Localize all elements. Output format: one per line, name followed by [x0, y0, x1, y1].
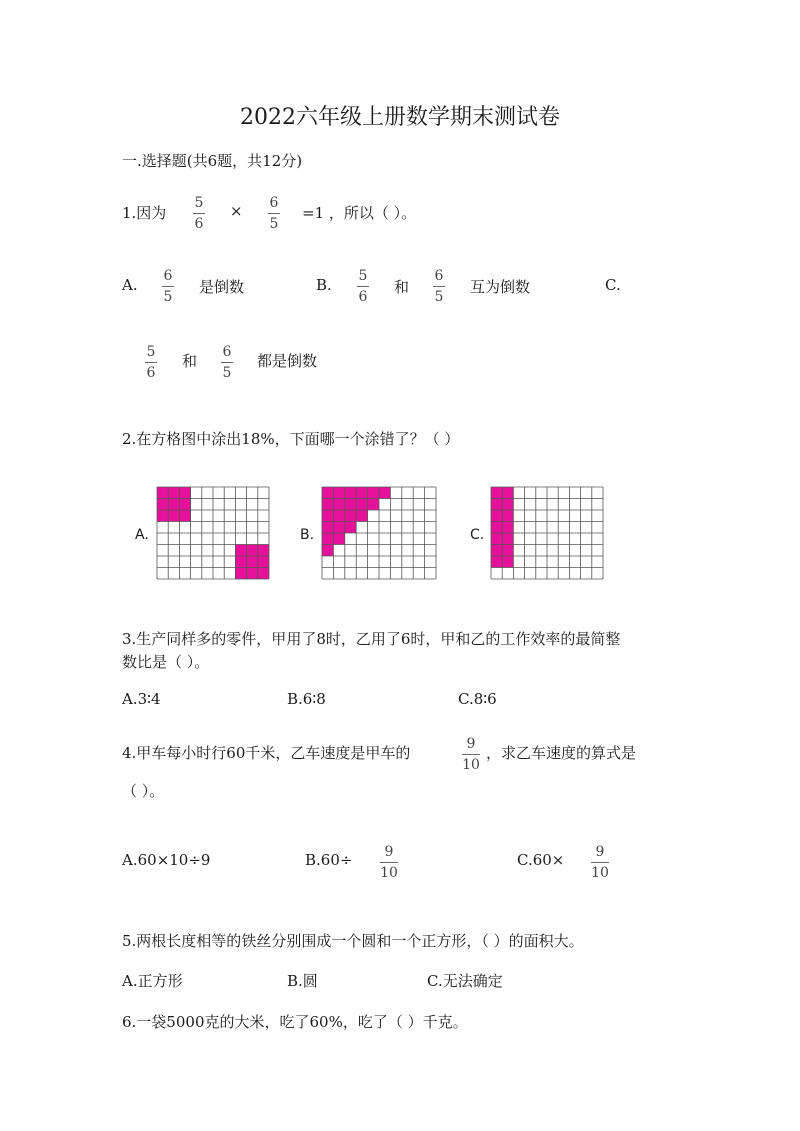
- shaded-cell: [491, 533, 502, 545]
- q4-line-2: （ ）。: [122, 782, 165, 800]
- shaded-cell: [247, 556, 258, 568]
- q3-option-c: C.8∶6: [458, 690, 497, 708]
- q1-option-c-fraction-1: 5 6: [146, 344, 156, 381]
- section-heading: 一.选择题(共6题，共12分): [122, 152, 303, 170]
- shaded-cell: [157, 510, 168, 522]
- q4-line-1b: ，求乙车速度的算式是: [486, 744, 637, 762]
- q1-option-b-and: 和: [394, 278, 410, 296]
- shaded-cell: [491, 545, 502, 557]
- shaded-cell: [491, 510, 502, 522]
- shaded-cell: [502, 487, 513, 499]
- shaded-cell: [333, 487, 344, 499]
- shaded-cell: [502, 556, 513, 568]
- shaded-cell: [258, 568, 269, 580]
- shaded-cell: [491, 499, 502, 511]
- q5-text: 5.两根长度相等的铁丝分别围成一个圆和一个正方形，（ ）的面积大。: [122, 932, 584, 950]
- shaded-cell: [235, 568, 246, 580]
- q3-line-1: 3.生产同样多的零件，甲用了8时，乙用了6时，甲和乙的工作效率的最简整: [122, 630, 621, 648]
- q3-line-2: 数比是（ ）。: [122, 653, 210, 671]
- shaded-cell: [168, 487, 179, 499]
- q2-option-b-label: B.: [300, 527, 315, 543]
- q1-option-c-fraction-2: 6 5: [222, 344, 232, 381]
- q2-grid-b: [321, 486, 437, 580]
- q5-option-c: C.无法确定: [427, 972, 503, 990]
- shaded-cell: [322, 545, 333, 557]
- shaded-cell: [322, 487, 333, 499]
- q1-option-c-label: C.: [605, 276, 621, 294]
- q1-option-a-label: A.: [122, 276, 138, 294]
- shaded-cell: [179, 499, 190, 511]
- shaded-cell: [368, 499, 379, 511]
- shaded-cell: [345, 487, 356, 499]
- shaded-cell: [235, 556, 246, 568]
- q1-prefix: 1.因为: [122, 204, 167, 222]
- shaded-cell: [322, 499, 333, 511]
- q1-option-b-text: 互为倒数: [470, 278, 531, 296]
- shaded-cell: [345, 499, 356, 511]
- shaded-cell: [502, 510, 513, 522]
- q2-grid-a: [156, 486, 270, 580]
- q6-text: 6.一袋5000克的大米，吃了60%，吃了（ ）千克。: [122, 1013, 468, 1031]
- shaded-cell: [333, 522, 344, 534]
- shaded-cell: [333, 533, 344, 545]
- q2-text: 2.在方格图中涂出18%，下面哪一个涂错了？（ ）: [122, 430, 460, 448]
- shaded-cell: [333, 499, 344, 511]
- shaded-cell: [179, 487, 190, 499]
- q1-option-b-fraction-1: 5 6: [358, 268, 368, 305]
- shaded-cell: [258, 545, 269, 557]
- q1-option-c-and: 和: [182, 352, 198, 370]
- q1-fraction-2: 6 5: [269, 195, 279, 232]
- shaded-cell: [356, 510, 367, 522]
- q2-grid-c: [490, 486, 604, 580]
- shaded-cell: [356, 499, 367, 511]
- shaded-cell: [322, 510, 333, 522]
- shaded-cell: [333, 510, 344, 522]
- shaded-cell: [345, 522, 356, 534]
- shaded-cell: [168, 499, 179, 511]
- shaded-cell: [247, 545, 258, 557]
- shaded-cell: [235, 545, 246, 557]
- shaded-cell: [379, 487, 390, 499]
- q1-option-b-label: B.: [316, 276, 332, 294]
- q1-option-c-text: 都是倒数: [257, 352, 318, 370]
- shaded-cell: [502, 533, 513, 545]
- shaded-cell: [157, 487, 168, 499]
- q4-fraction: 9 10: [462, 736, 480, 773]
- shaded-cell: [247, 568, 258, 580]
- shaded-cell: [356, 487, 367, 499]
- shaded-cell: [157, 499, 168, 511]
- shaded-cell: [491, 487, 502, 499]
- q1-option-b-fraction-2: 6 5: [434, 268, 444, 305]
- q3-option-b: B.6∶8: [287, 690, 326, 708]
- shaded-cell: [502, 522, 513, 534]
- shaded-cell: [258, 556, 269, 568]
- shaded-cell: [345, 510, 356, 522]
- q5-option-b: B.圆: [287, 972, 318, 990]
- shaded-cell: [491, 522, 502, 534]
- q4-option-c: C.60×: [517, 851, 565, 869]
- q1-fraction-1: 5 6: [194, 195, 204, 232]
- q1-option-a-fraction: 6 5: [163, 268, 173, 305]
- q1-times: ×: [230, 202, 243, 220]
- shaded-cell: [322, 533, 333, 545]
- shaded-cell: [502, 545, 513, 557]
- q2-option-a-label: A.: [135, 527, 149, 543]
- shaded-cell: [368, 487, 379, 499]
- shaded-cell: [502, 499, 513, 511]
- q3-option-a: A.3∶4: [122, 690, 161, 708]
- q5-option-a: A.正方形: [122, 972, 183, 990]
- q4-option-a: A.60×10÷9: [122, 851, 211, 869]
- shaded-cell: [179, 510, 190, 522]
- q1-equation: =1 ，所以（ ）。: [302, 204, 417, 222]
- shaded-cell: [168, 510, 179, 522]
- shaded-cell: [322, 522, 333, 534]
- q1-option-a-text: 是倒数: [199, 278, 245, 296]
- q4-option-b-fraction: 9 10: [380, 844, 398, 881]
- q2-option-c-label: C.: [470, 527, 485, 543]
- q4-line-1a: 4.甲车每小时行60千米，乙车速度是甲车的: [122, 744, 411, 762]
- q4-option-c-fraction: 9 10: [591, 844, 609, 881]
- page-title: 2022六年级上册数学期末测试卷: [240, 105, 560, 130]
- q4-option-b: B.60÷: [305, 851, 353, 869]
- shaded-cell: [491, 556, 502, 568]
